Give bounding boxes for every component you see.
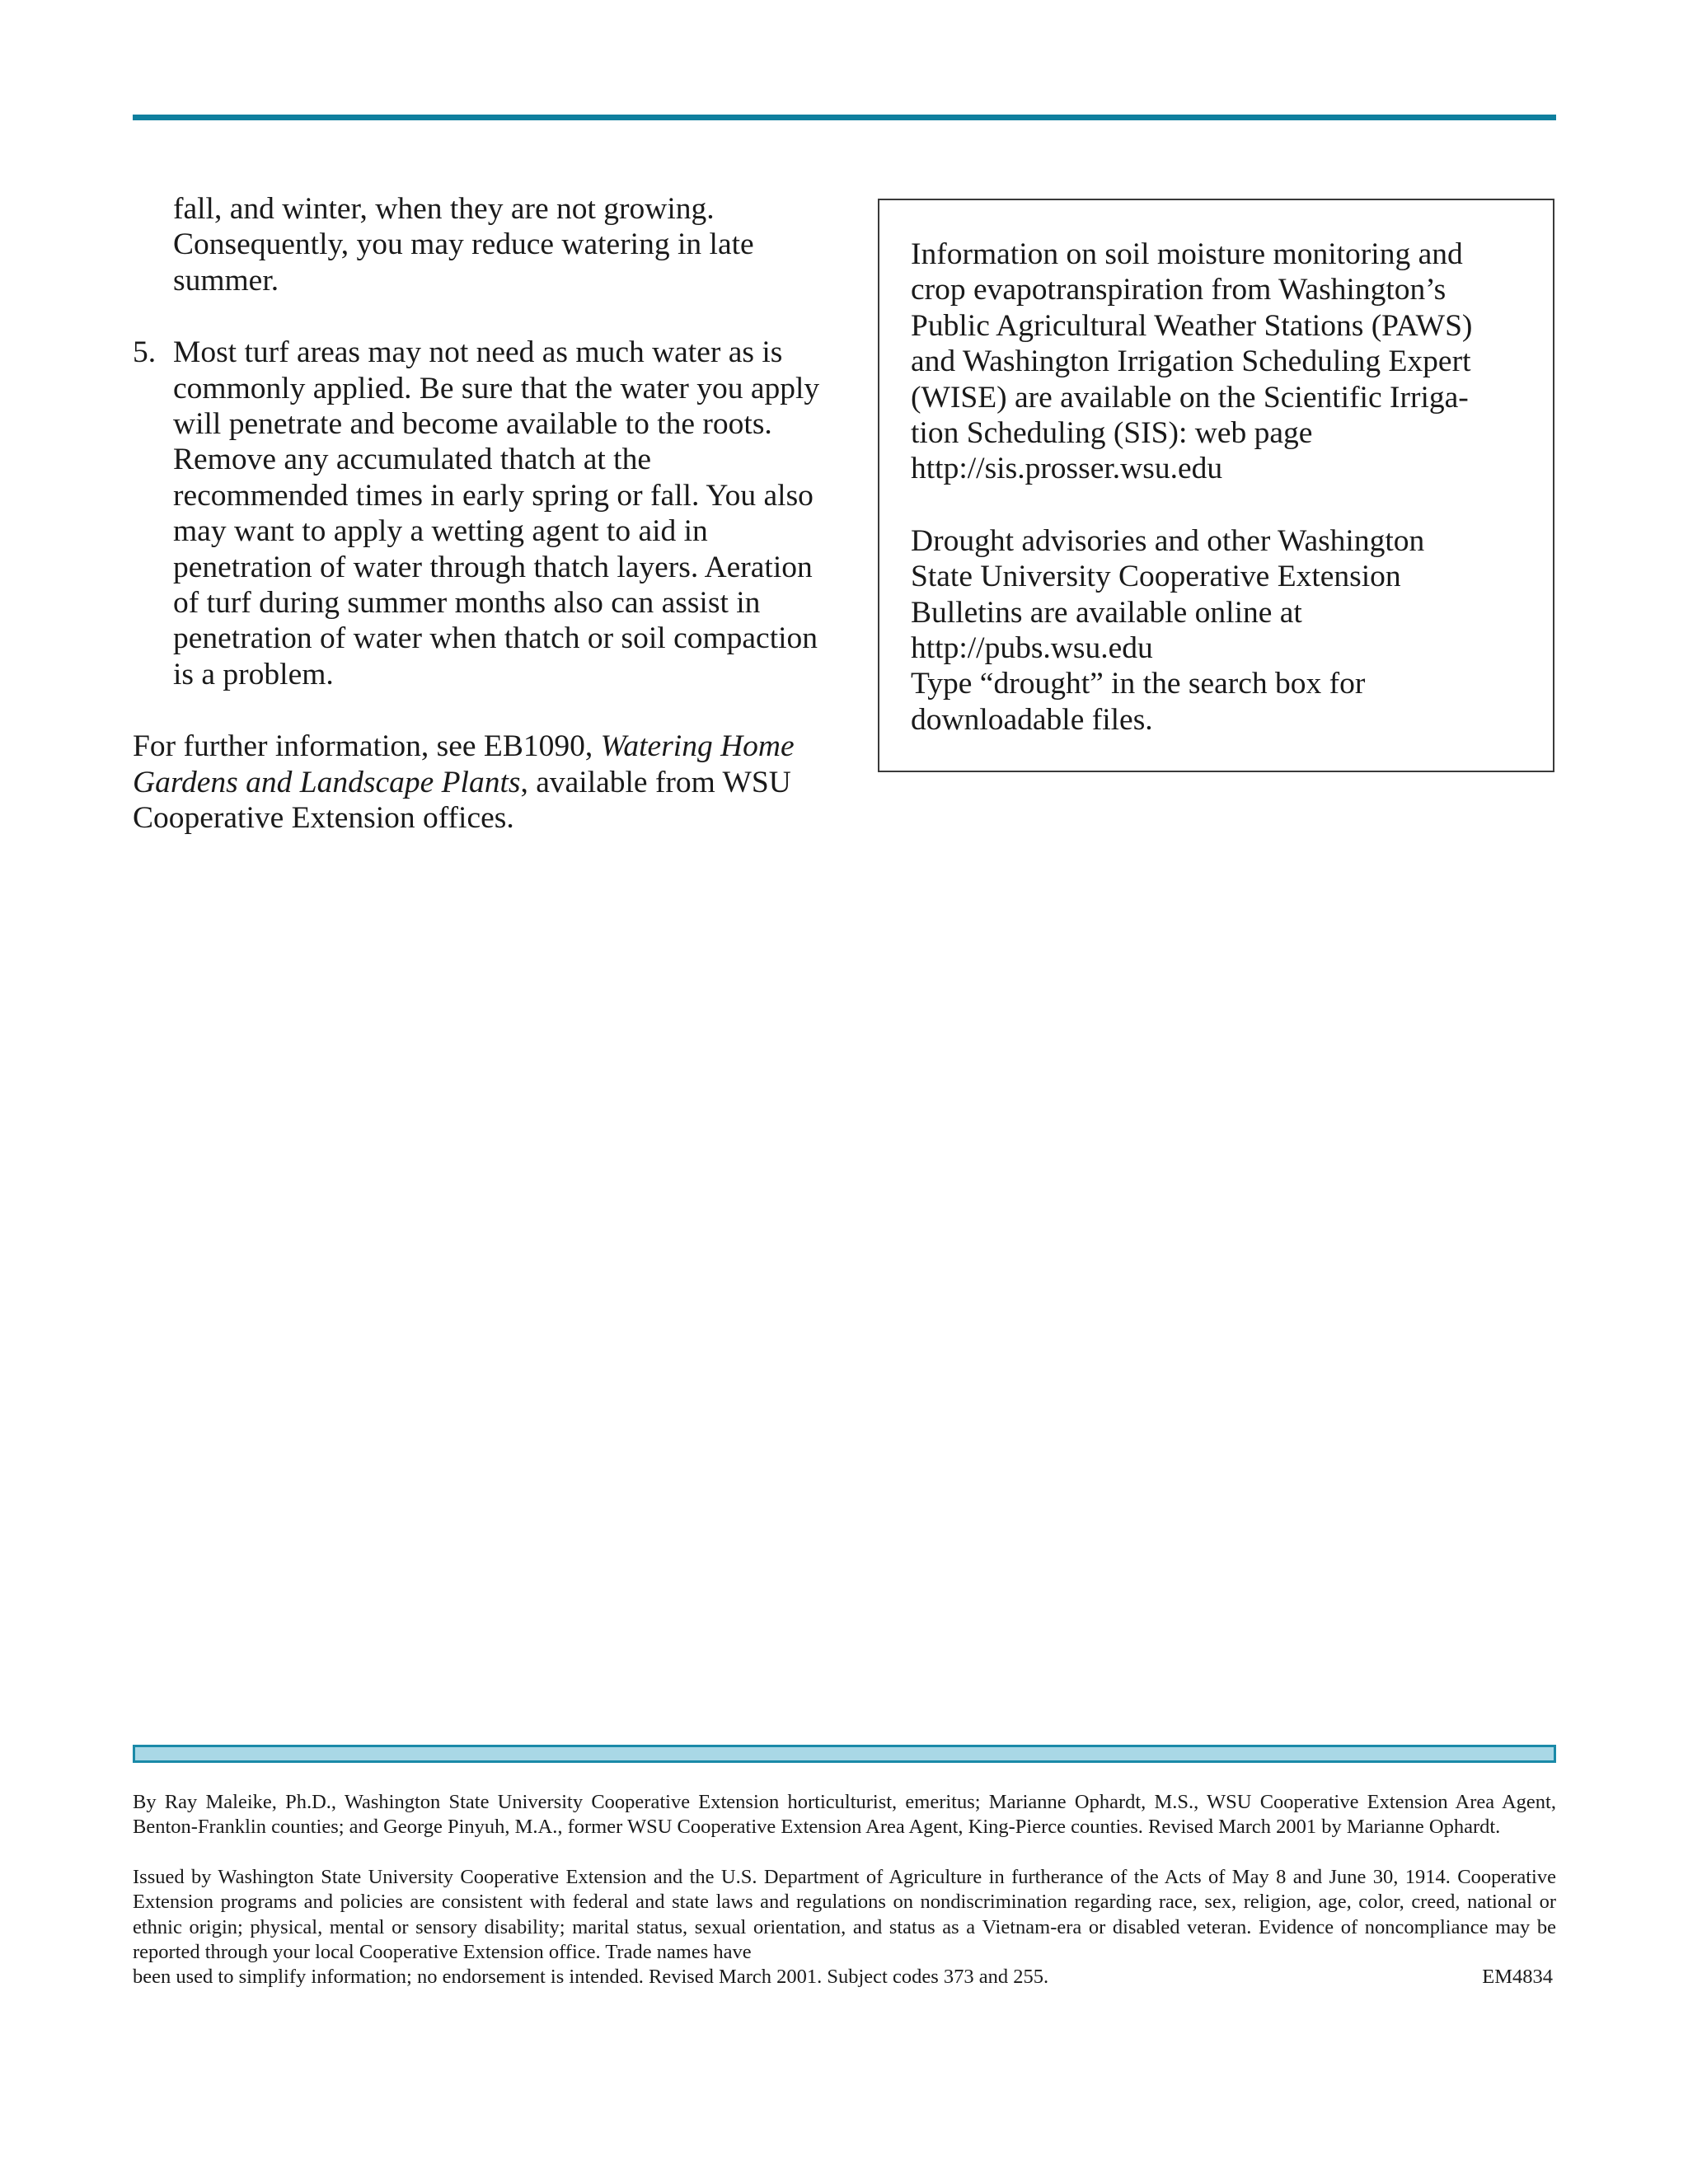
info-line: and Washington Irrigation Scheduling Expert <box>911 344 1471 379</box>
info-line: Information on soil moisture monitoring and <box>911 237 1463 271</box>
info-line: Public Agricultural Weather Stations (PAWS) <box>911 308 1473 343</box>
issued-statement-last-line <box>133 1965 1556 1990</box>
info-line: Drought advisories and other Washington <box>911 523 1425 558</box>
info-line: Type “drought” in the search box for <box>911 667 1366 701</box>
authors-credit: By Ray Maleike, Ph.D., Washington State University Cooperative Extension horticulturist, emeritus; Marianne Ophardt, M.S., WSU Cooperative Extension Area Agent, Benton-Franklin counties; and George Pinyuh, M.A., former WSU Cooperative Extension Area Agent, King-Pierce counties. Revised March 2001 by Marianne Ophardt. <box>133 1791 1556 1839</box>
left-column <box>133 191 825 837</box>
info-box-paragraph-2 <box>911 523 1522 738</box>
pubs-url-link[interactable]: http://pubs.wsu.edu <box>911 631 1153 666</box>
top-accent-rule <box>133 115 1556 120</box>
further-information-paragraph <box>133 729 825 836</box>
list-item-number: 5. <box>133 335 157 370</box>
continued-line-1: fall, and winter, when they are not growing. <box>173 192 715 226</box>
info-line: State University Cooperative Extension <box>911 560 1401 594</box>
list-item-text: Most turf areas may not need as much water as is commonly applied. Be sure that the water you apply will penetrate and become available to the roots. Remove any accumulated thatch at the recommended times in early spring or fall. You also may want to apply a wetting agent to aid in penetration of water through thatch layers. Aeration of turf during summer months also can assist in penetration of water when thatch or soil compaction is a problem. <box>173 335 820 691</box>
resources-info-box <box>878 199 1554 772</box>
issued-last-line-text: been used to simplify information; no endorsement is intended. Revised March 2001. Subject codes 373 and 255. <box>133 1966 1049 1989</box>
info-line: (WISE) are available on the Scientific Irriga- <box>911 380 1469 415</box>
info-line: downloadable files. <box>911 702 1153 737</box>
info-line: Bulletins are available online at <box>911 595 1302 630</box>
publication-code: EM4834 <box>1482 1966 1553 1989</box>
sis-url-link[interactable]: http://sis.prosser.wsu.edu <box>911 452 1223 486</box>
info-line: tion Scheduling (SIS): web page <box>911 416 1313 451</box>
list-item-5 <box>133 335 825 692</box>
footer <box>133 1790 1556 1990</box>
continued-line-2: Consequently, you may reduce watering in late <box>173 227 754 262</box>
issued-statement: Issued by Washington State University Cooperative Extension and the U.S. Department of Agriculture in furtherance of the Acts of May 8 and June 30, 1914. Cooperative Extension programs and policies are consistent with federal and state laws and regulations on nondiscrimination regarding race, sex, religion, age, color, creed, national or ethnic origin; physical, mental or sensory disability; marital status, sexual orientation, and status as a Vietnam-era or disabled veteran. Evidence of noncompliance may be reported through your local Cooperative Extension office. Trade names have <box>133 1865 1556 1964</box>
further-info-tail: , available from WSU Cooperative Extension offices. <box>133 765 791 836</box>
continued-item-text <box>133 191 825 298</box>
continued-line-3: summer. <box>173 263 279 298</box>
info-line: crop evapotranspiration from Washington’s <box>911 273 1447 307</box>
info-box-paragraph-1 <box>911 237 1522 487</box>
further-info-lead: For further information, see EB1090, <box>133 729 601 764</box>
publication-title: Watering Home Gardens and Landscape Plants <box>133 729 795 799</box>
footer-divider-bar <box>133 1745 1556 1763</box>
